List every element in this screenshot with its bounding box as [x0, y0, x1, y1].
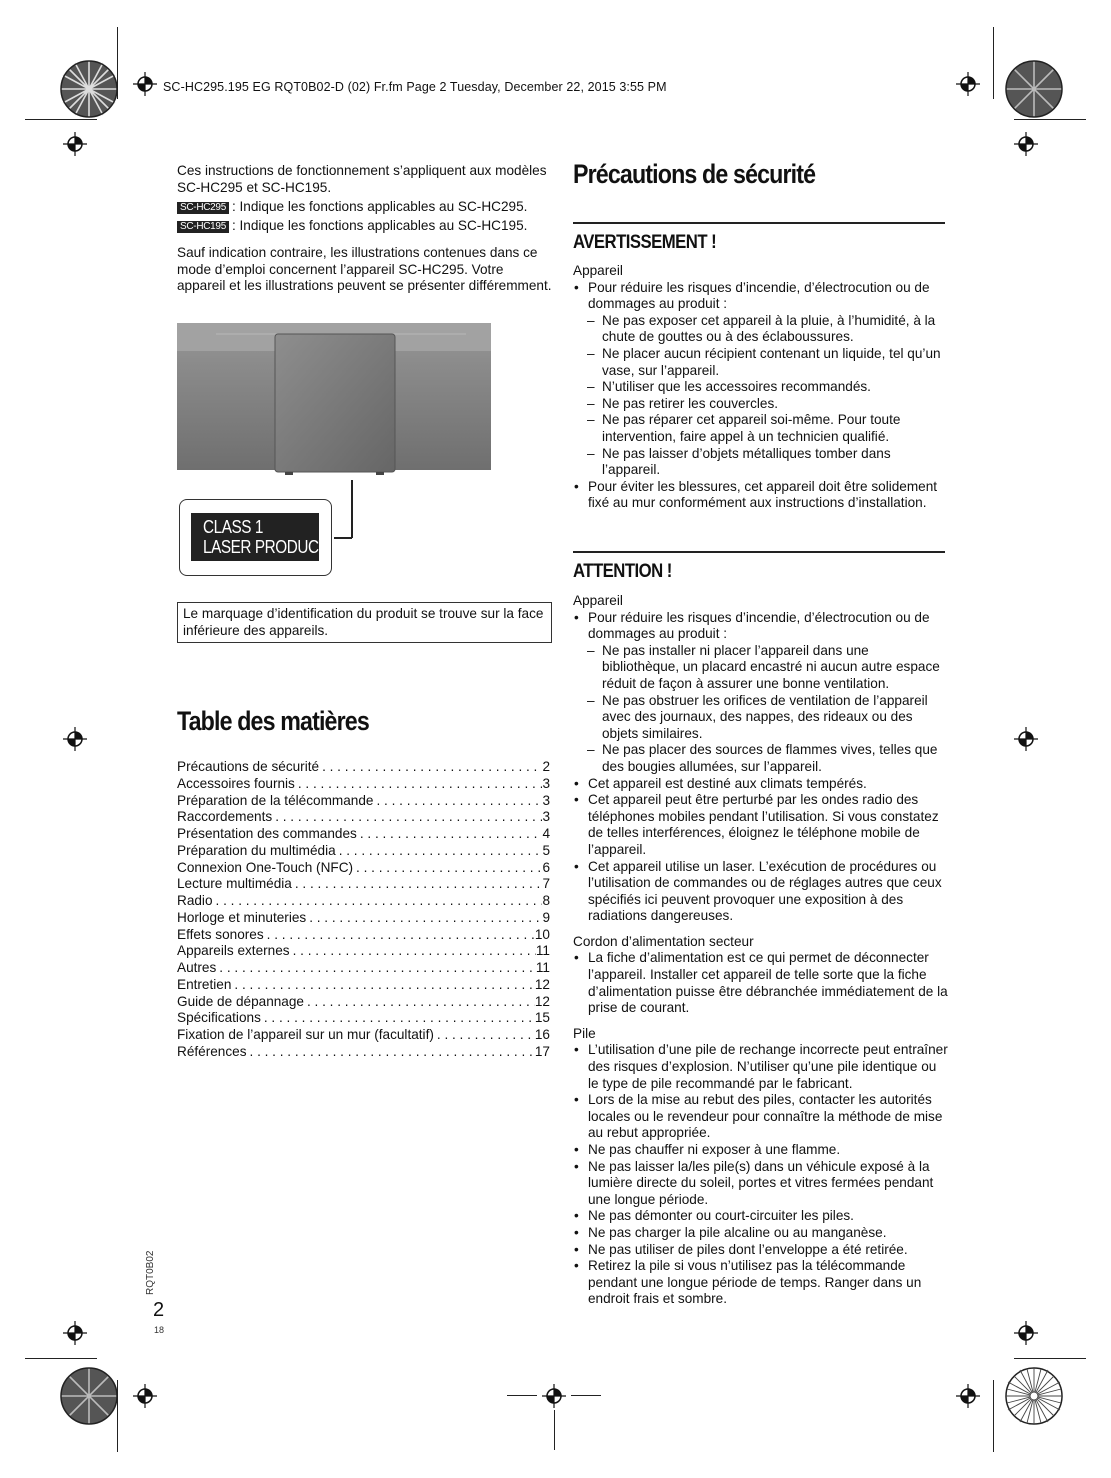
- toc-entry[interactable]: Précautions de sécurité . . . 2: [177, 759, 550, 776]
- bullet-item: • Ne pas charger la pile alcaline ou au manganèse.: [573, 1225, 948, 1242]
- dash-item: – Ne pas exposer cet appareil à la pluie, à l’humidité, à la chute de gouttes ou à des éclaboussures.: [573, 313, 948, 346]
- caution-subtitle: Appareil: [573, 593, 623, 608]
- bullet-item: • La fiche d’alimentation est ce qui permet de déconnecter l’appareil. Installer cet appareil de telle sorte que la fiche d’alimentation puisse être débranchée immédiatement de la prise de courant.: [573, 950, 948, 1016]
- toc-entry[interactable]: Préparation du multimédia . . . 5: [177, 843, 550, 860]
- dash-item: – Ne pas placer des sources de flammes vives, telles que des bougies allumées, sur l’appareil.: [573, 742, 948, 775]
- dash-item: – Ne pas réparer cet appareil soi-même. Pour toute intervention, faire appel à un technicien qualifié.: [573, 412, 948, 445]
- toc-entry[interactable]: Lecture multimédia . . . 7: [177, 876, 550, 893]
- toc-entry[interactable]: Références . . . 17: [177, 1044, 550, 1061]
- warning-section: [573, 263, 948, 512]
- bullet-item: • Cet appareil est destiné aux climats tempérés.: [573, 776, 948, 793]
- caution-heading: ATTENTION !: [573, 561, 672, 582]
- bullet-item: • Pour éviter les blessures, cet appareil doit être solidement fixé au mur conformément aux instructions d’installation.: [573, 479, 948, 512]
- sub-page-number: 18: [154, 1325, 165, 1335]
- bullet-item: • Retirez la pile si vous n’utilisez pas la télécommande pendant une longue période de temps. Ranger dans un endroit frais et sombre.: [573, 1258, 948, 1308]
- toc-entry[interactable]: Raccordements . . . 3: [177, 809, 550, 826]
- dash-item: – Ne pas retirer les couvercles.: [573, 396, 948, 413]
- caution-section: [573, 593, 948, 1308]
- toc-title: Table des matières: [177, 706, 369, 736]
- model-tag-text: : Indique les fonctions applicables au SC-HC195.: [231, 218, 528, 234]
- registration-mark-icon: [1013, 131, 1039, 157]
- registration-mark-icon: [62, 726, 88, 752]
- warning-heading: AVERTISSEMENT !: [573, 232, 717, 253]
- registration-mark-icon: [955, 71, 981, 97]
- laser-label-line2: LASER PRODUCT: [203, 537, 328, 557]
- battery-subtitle: Pile: [573, 1025, 596, 1041]
- bullet-item: • Pour réduire les risques d’incendie, d’électrocution ou de dommages au produit :: [573, 280, 948, 313]
- registration-mark-icon: [132, 1383, 158, 1409]
- crop-mark: [554, 1410, 555, 1450]
- bullet-item: • Cet appareil peut être perturbé par les ondes radio des téléphones mobiles pendant l’utilisation. Si vous constatez de telles interférences, éloignez le téléphone mobile de l’appareil.: [573, 792, 948, 858]
- toc-entry[interactable]: Entretien . . . 12: [177, 977, 550, 994]
- dash-item: – N’utiliser que les accessoires recommandés.: [573, 379, 948, 396]
- caution-heading-bar: [573, 551, 945, 583]
- registration-mark-icon: [132, 71, 158, 97]
- model-tag-text: : Indique les fonctions applicables au SC-HC295.: [231, 199, 528, 215]
- warning-subtitle: Appareil: [573, 263, 623, 278]
- color-rosette-icon: [58, 58, 120, 120]
- crop-mark: [507, 1395, 537, 1396]
- registration-mark-icon: [955, 1383, 981, 1409]
- toc-entry[interactable]: Accessoires fournis . . . 3: [177, 776, 550, 793]
- safety-title: Précautions de sécurité: [573, 159, 816, 189]
- product-marking-note: Le marquage d’identification du produit se trouve sur la face inférieure des appareils.: [177, 602, 552, 643]
- bullet-item: • Ne pas laisser la/les pile(s) dans un véhicule exposé à la lumière directe du soleil, portes et vitres fermées pendant une longue période.: [573, 1159, 948, 1209]
- dash-item: – Ne pas laisser d’objets métalliques tomber dans l’appareil.: [573, 446, 948, 479]
- registration-mark-icon: [1013, 726, 1039, 752]
- file-header: SC-HC295.195 EG RQT0B02-D (02) Fr.fm Page 2 Tuesday, December 22, 2015 3:55 PM: [163, 80, 667, 94]
- toc-entry[interactable]: Fixation de l’appareil sur un mur (facultatif) . . . 16: [177, 1027, 550, 1044]
- toc-entry[interactable]: Guide de dépannage . . . 12: [177, 994, 550, 1011]
- bullet-item: • Pour réduire les risques d’incendie, d’électrocution ou de dommages au produit :: [573, 610, 948, 643]
- bullet-item: • Ne pas utiliser de piles dont l’enveloppe a été retirée.: [573, 1242, 948, 1259]
- model-tag-sc-hc295: SC-HC295: [177, 202, 229, 214]
- bullet-item: • Ne pas démonter ou court-circuiter les piles.: [573, 1208, 948, 1225]
- toc-entry[interactable]: Connexion One-Touch (NFC) . . . 6: [177, 860, 550, 877]
- registration-mark-icon: [1013, 1320, 1039, 1346]
- toc-entry[interactable]: Préparation de la télécommande . . . 3: [177, 793, 550, 810]
- page-number: 2: [153, 1299, 165, 1321]
- color-rosette-icon: [58, 1365, 120, 1427]
- bullet-item: • Ne pas chauffer ni exposer à une flamme.: [573, 1142, 948, 1159]
- toc-entry[interactable]: Spécifications . . . 15: [177, 1010, 550, 1027]
- model-tag-sc-hc195: SC-HC195: [177, 221, 229, 233]
- dash-item: – Ne placer aucun récipient contenant un liquide, tel qu’un vase, sur l’appareil.: [573, 346, 948, 379]
- color-rosette-icon: [1003, 58, 1065, 120]
- doc-code: RQT0B02: [145, 1250, 156, 1295]
- dash-item: – Ne pas obstruer les orifices de ventilation de l’appareil avec des journaux, des nappes, des rideaux ou des objets similaires.: [573, 693, 948, 743]
- laser-product-label: [191, 513, 328, 561]
- illustration-note: Sauf indication contraire, les illustrations contenues dans ce mode d’emploi concernent l’appareil SC-HC295. Votre appareil et les illustrations peuvent se présenter différemment.: [177, 244, 552, 294]
- product-illustration: [176, 322, 494, 478]
- registration-mark-icon: [62, 131, 88, 157]
- intro-block: [177, 163, 552, 295]
- intro-text: Ces instructions de fonctionnement s’appliquent aux modèles SC-HC295 et SC-HC195.: [177, 163, 547, 195]
- toc-entry[interactable]: Appareils externes . . . 11: [177, 943, 550, 960]
- bullet-item: • Lors de la mise au rebut des piles, contacter les autorités locales ou le revendeur pour connaître la méthode de mise au rebut appropriée.: [573, 1092, 948, 1142]
- color-rosette-icon: [1003, 1365, 1065, 1427]
- toc-entry[interactable]: Radio . . . 8: [177, 893, 550, 910]
- laser-label-line1: CLASS 1: [203, 517, 263, 537]
- toc-entry[interactable]: Horloge et minuteries . . . 9: [177, 910, 550, 927]
- toc-entry[interactable]: Effets sonores . . . 10: [177, 927, 550, 944]
- toc-list: [177, 759, 550, 1061]
- toc-entry[interactable]: Présentation des commandes . . . 4: [177, 826, 550, 843]
- dash-item: – Ne pas installer ni placer l’appareil dans une bibliothèque, un placard encastré ni aucun autre espace réduit de façon à assurer une bonne ventilation.: [573, 643, 948, 693]
- registration-mark-icon: [62, 1320, 88, 1346]
- bullet-item: • Cet appareil utilise un laser. L’exécution de procédures ou l’utilisation de commandes ou de réglages autres que ceux spécifiés ici peuvent provoquer une exposition à des radiations dangereuses.: [573, 859, 948, 925]
- registration-mark-icon: [541, 1383, 567, 1409]
- crop-mark: [571, 1395, 601, 1396]
- power-cord-subtitle: Cordon d’alimentation secteur: [573, 933, 754, 949]
- label-connector: [351, 480, 353, 538]
- bullet-item: • L’utilisation d’une pile de rechange incorrecte peut entraîner des risques d’explosion. N’utiliser qu’une pile identique ou le type de pile recommandé par le fabricant.: [573, 1042, 948, 1092]
- label-connector: [334, 537, 352, 539]
- warning-heading-bar: [573, 222, 945, 254]
- toc-entry[interactable]: Autres . . . 11: [177, 960, 550, 977]
